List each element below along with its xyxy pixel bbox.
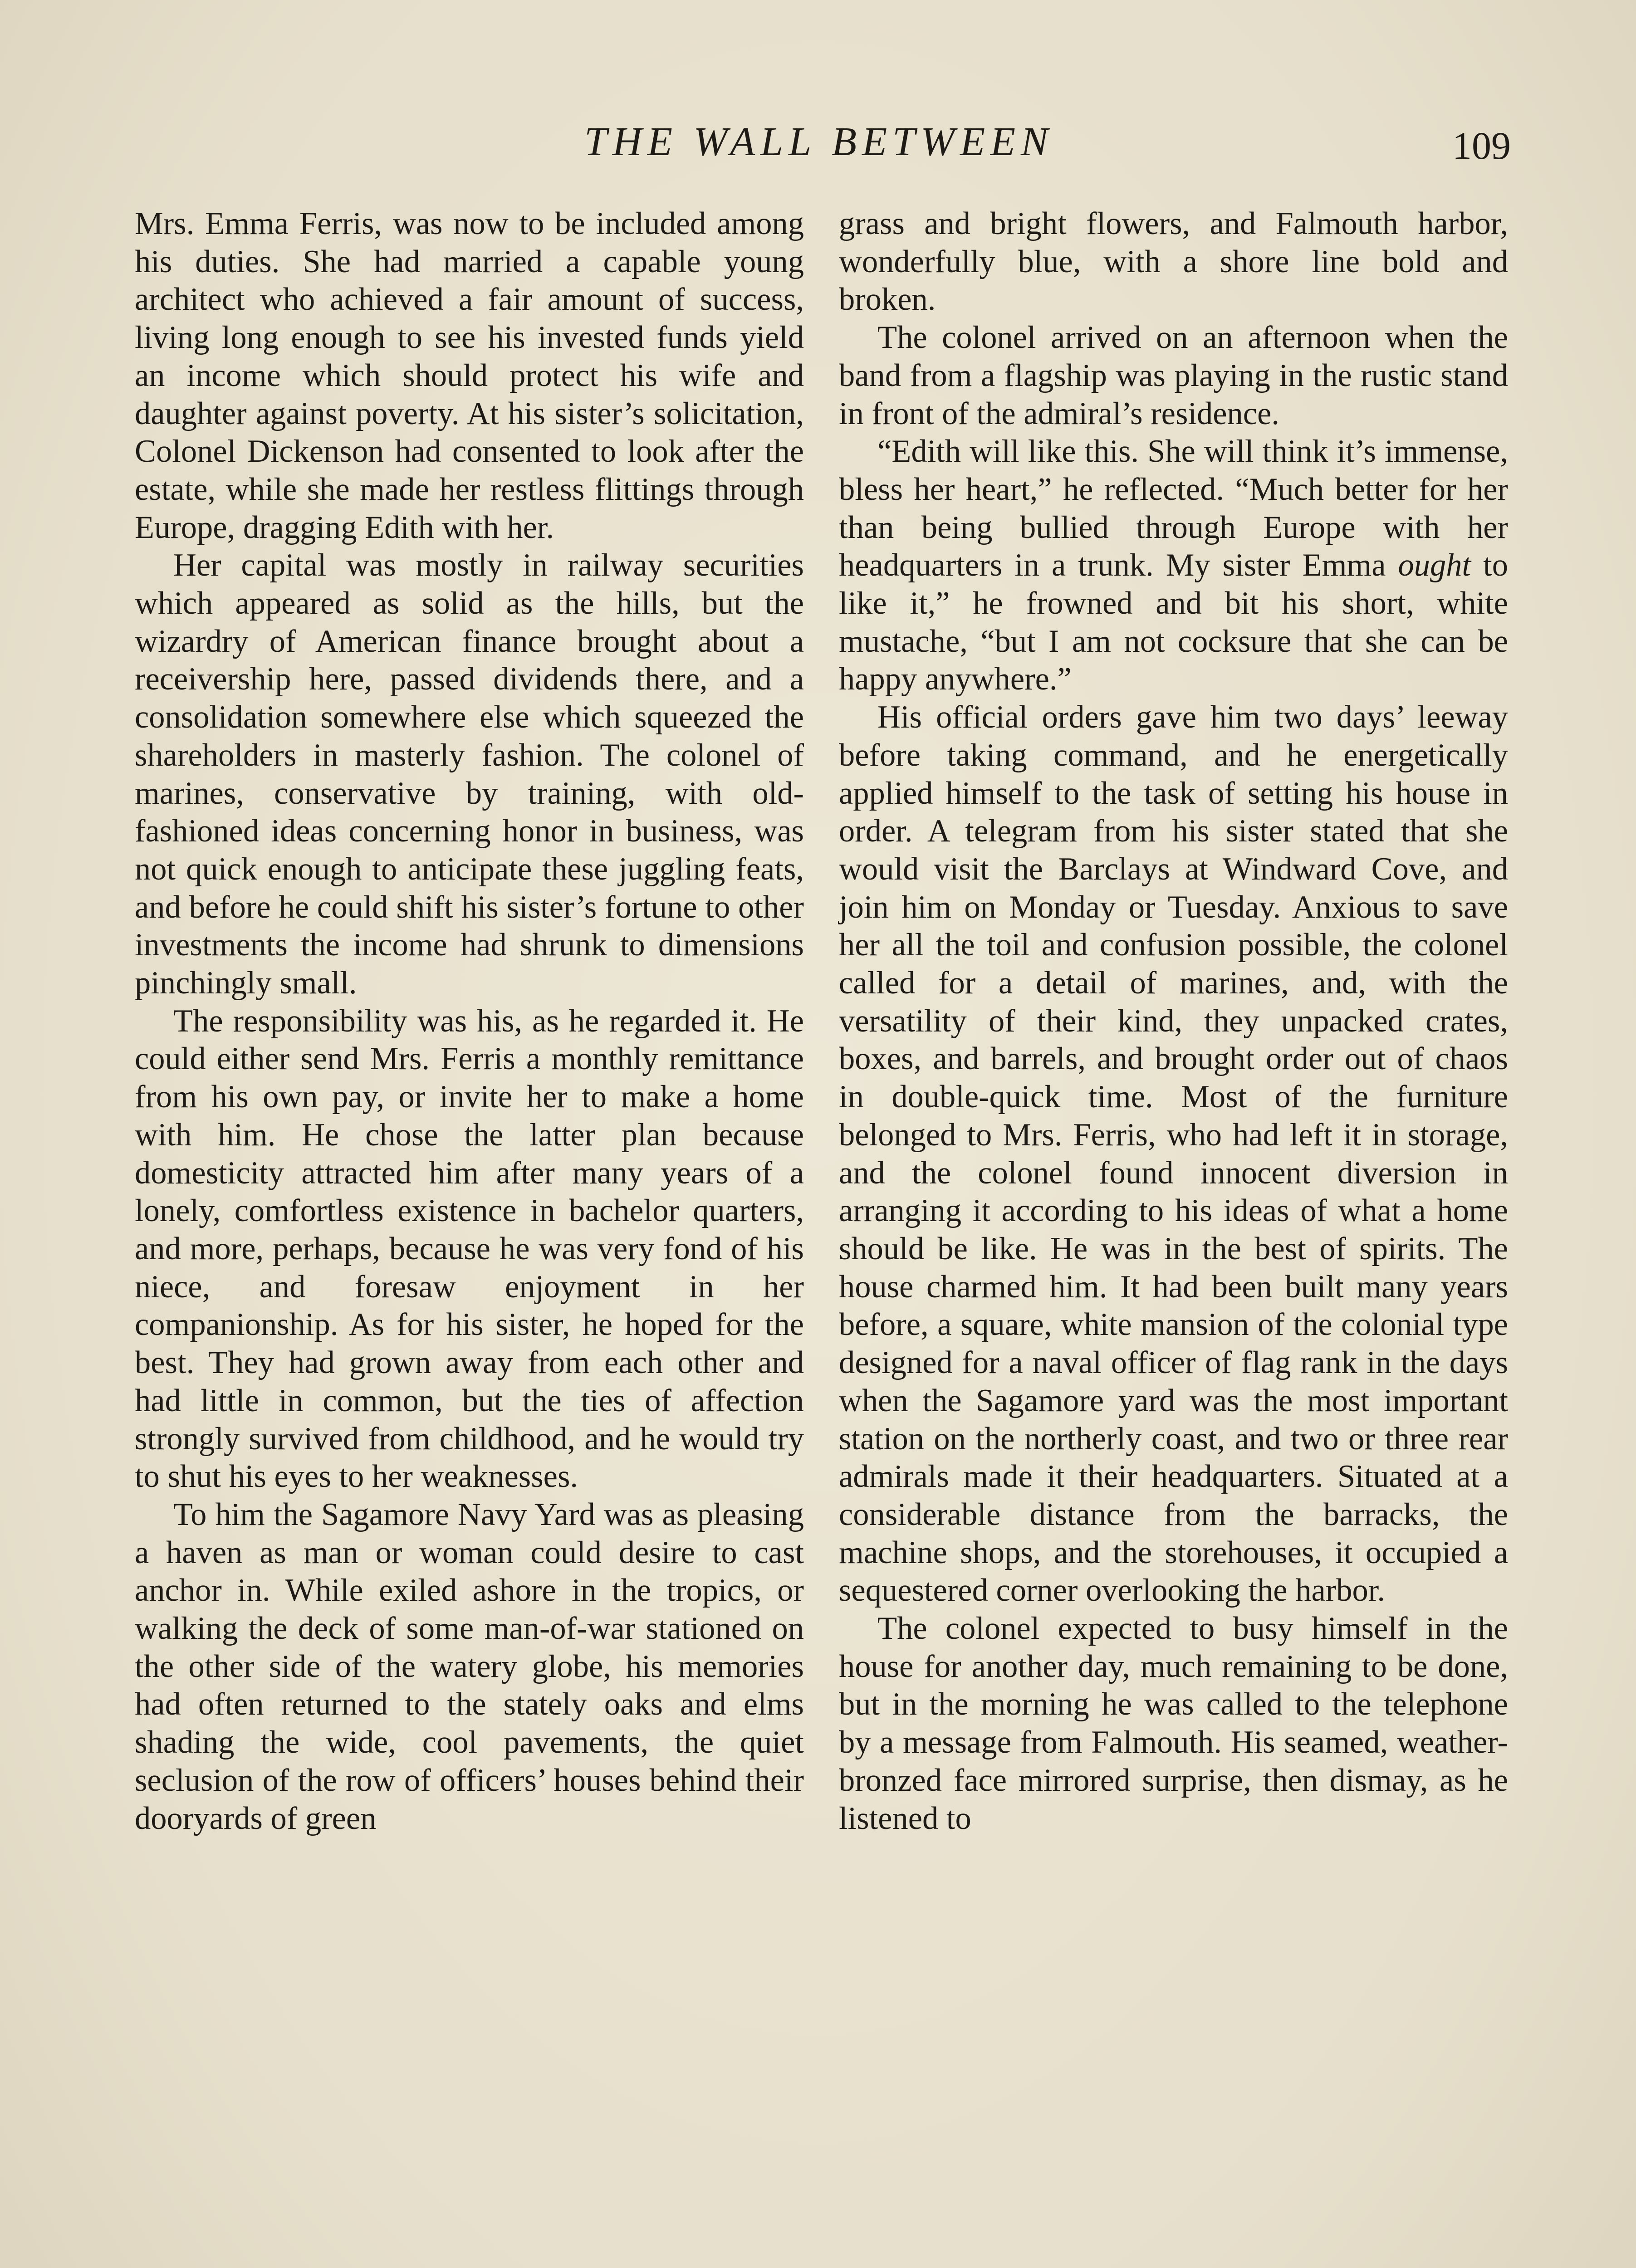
- page-number: 109: [1452, 124, 1511, 167]
- italic-text: ought: [1398, 547, 1471, 583]
- paragraph: The colonel arrived on an afternoon when the band from a flagship was playing in the rustic stand in front of the admiral’s residence.: [839, 320, 1508, 431]
- running-title: THE WALL BETWEEN: [584, 119, 1054, 164]
- paragraph: The colonel expected to busy himself in the house for another day, much remaining to be done, but in the morning he was called to the telephone by a message from Falmouth. His seamed, weather-bronzed face mirrored surprise, then dismay, as he listened to: [839, 1611, 1508, 1836]
- paragraph: The responsibility was his, as he regarded it. He could either send Mrs. Ferris a monthly remittance from his own pay, or invite her to make a home with him. He chose the latter plan because domesticity attracted him after many years of a lonely, comfortless existence in bachelor quarters, and more, perhaps, because he was very fond of his niece, and foresaw enjoyment in her companionship. As for his sister, he hoped for the best. They had grown away from each other and had little in common, but the ties of affection strongly survived from childhood, and he would try to shut his eyes to her weaknesses.: [135, 1003, 804, 1495]
- left-column: [135, 205, 804, 1838]
- text-run: to like it,” he frowned and bit his short, white mustache, “but I am not cocksure that she can be happy anywhere.”: [839, 547, 1508, 697]
- paragraph: Mrs. Emma Ferris, was now to be included among his duties. She had married a capable young architect who achieved a fair amount of success, living long enough to see his invested funds yield an income which should protect his wife and daughter against poverty. At his sister’s solicitation, Colonel Dickenson had consented to look after the estate, while she made her restless flittings through Europe, dragging Edith with her.: [135, 206, 804, 545]
- text-run: “Edith will like this. She will think it’s immense, bless her heart,” he reflected. “Much better for her than being bullied through Europe with her headquarters in a trunk. My sister Emma: [839, 434, 1508, 583]
- right-column: [839, 205, 1508, 1838]
- paragraph: [839, 433, 1508, 699]
- page-header: [127, 117, 1511, 167]
- paragraph: To him the Sagamore Navy Yard was as pleasing a haven as man or woman could desire to cast anchor in. While exiled ashore in the tropics, or walking the deck of some man-of-war stationed on the other side of the watery globe, his memories had often returned to the stately oaks and elms shading the wide, cool pavements, the quiet seclusion of the row of officers’ houses behind their dooryards of green: [135, 1496, 804, 1836]
- paragraph: His official orders gave him two days’ leeway before taking command, and he energetically applied himself to the task of setting his house in order. A telegram from his sister stated that she would visit the Barclays at Windward Cove, and join him on Monday or Tuesday. Anxious to save her all the toil and confusion possible, the colonel called for a detail of marines, and, with the versatility of their kind, they unpacked crates, boxes, and barrels, and brought order out of chaos in double-quick time. Most of the furniture belonged to Mrs. Ferris, who had left it in storage, and the colonel found innocent diversion in arranging it according to his ideas of what a home should be like. He was in the best of spirits. The house charmed him. It had been built many years before, a square, white mansion of the colonial type designed for a naval officer of flag rank in the days when the Sagamore yard was the most important station on the northerly coast, and two or three rear admirals made it their headquarters. Situated at a considerable distance from the barracks, the machine shops, and the storehouses, it occupied a sequestered corner overlooking the harbor.: [839, 699, 1508, 1608]
- paragraph: grass and bright flowers, and Falmouth harbor, wonderfully blue, with a shore line bold and broken.: [839, 206, 1508, 318]
- paragraph: Her capital was mostly in railway securities which appeared as solid as the hills, but the wizardry of American finance brought about a receivership here, passed dividends there, and a consolidation somewhere else which squeezed the shareholders in masterly fashion. The colonel of marines, conservative by training, with old-fashioned ideas concerning honor in business, was not quick enough to anticipate these juggling feats, and before he could shift his sister’s fortune to other investments the income had shrunk to dimensions pinchingly small.: [135, 547, 804, 1001]
